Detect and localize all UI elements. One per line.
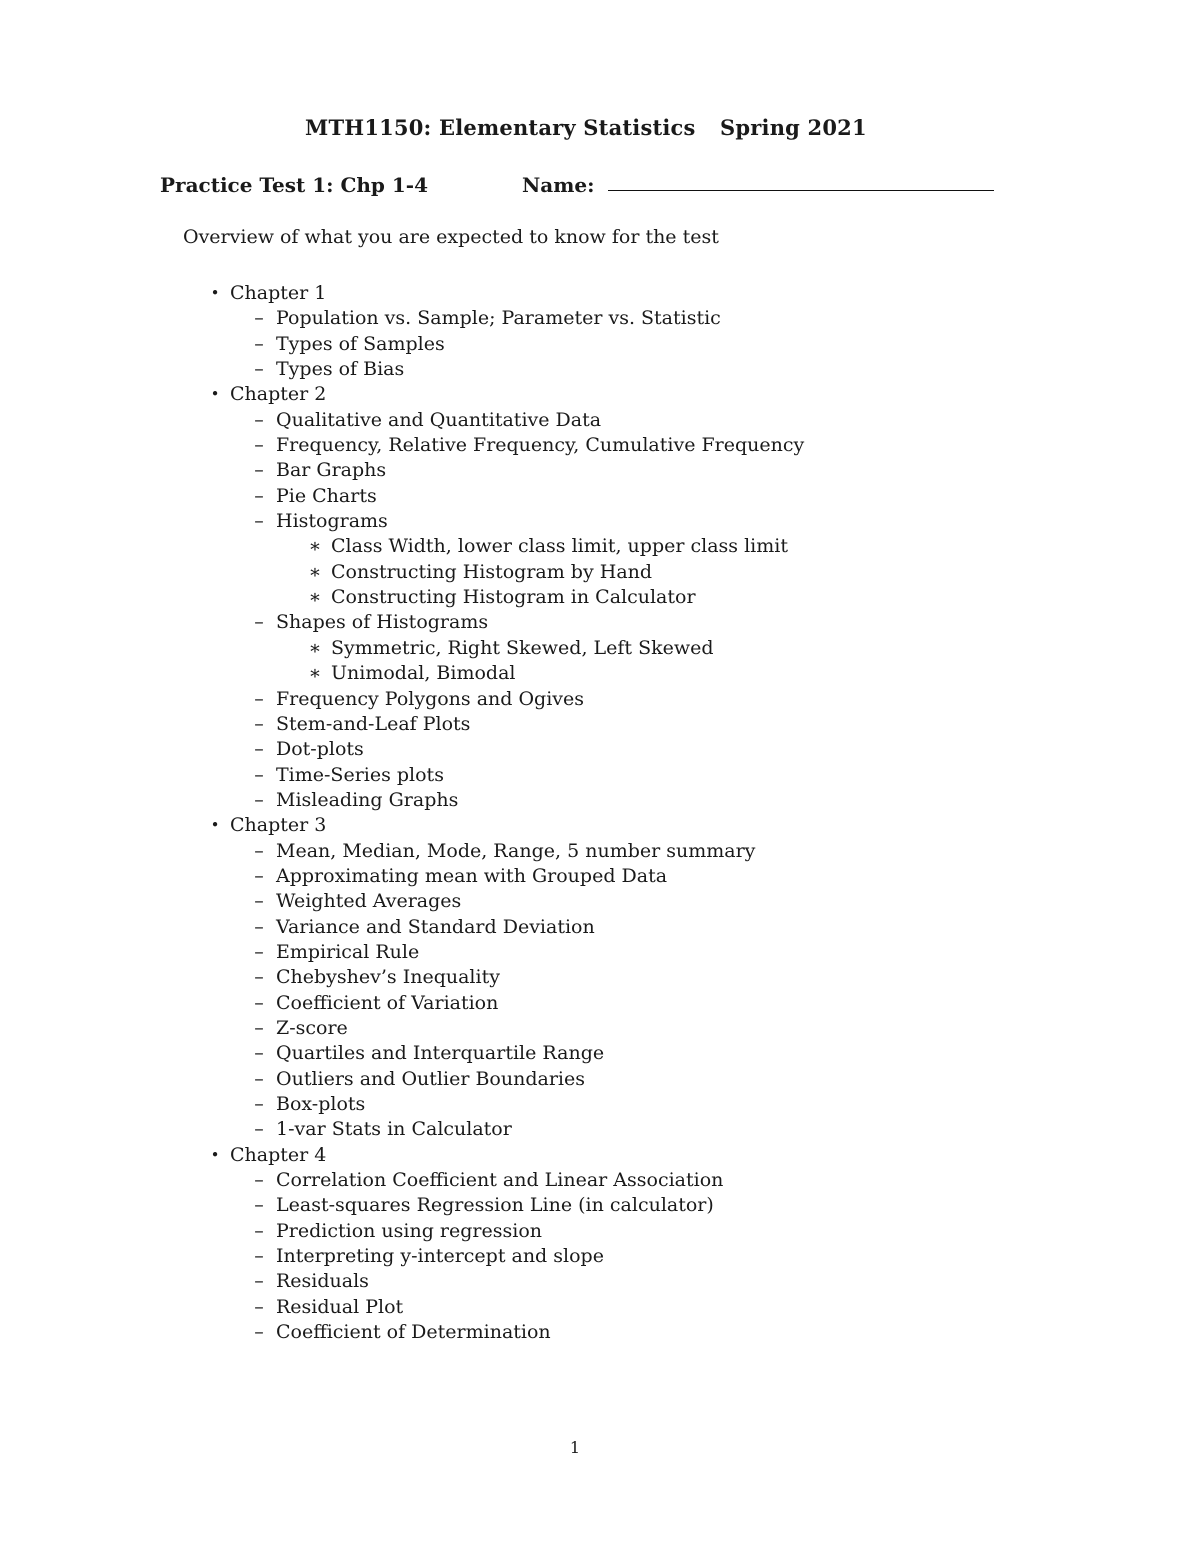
dash-icon: – (254, 1093, 264, 1115)
topic-item (0, 458, 1200, 483)
dash-icon: – (254, 687, 264, 710)
topic-item (0, 1320, 1200, 1345)
asterisk-icon: ∗ (308, 636, 322, 659)
topic-item (0, 610, 1200, 635)
topic-item-text: Chebyshev’s Inequality (276, 966, 500, 989)
name-blank-line (608, 190, 994, 191)
dash-icon: – (254, 1016, 264, 1039)
dash-icon: – (254, 484, 264, 507)
topic-item-text: Approximating mean with Grouped Data (276, 864, 668, 887)
topic-item (0, 687, 1200, 712)
chapter-heading-text: Chapter 1 (230, 282, 327, 304)
topic-item-text: Residual Plot (276, 1295, 404, 1318)
topic-item-text: Correlation Coefficient and Linear Association (276, 1169, 724, 1192)
chapter-heading (0, 382, 1200, 407)
topic-item-text: Variance and Standard Deviation (276, 915, 595, 938)
topic-item (0, 1295, 1200, 1320)
topic-item-text: Frequency Polygons and Ogives (276, 687, 585, 710)
dash-icon: – (254, 1169, 264, 1192)
topic-item (0, 484, 1200, 509)
topic-item (0, 915, 1200, 940)
dash-icon: – (254, 1270, 264, 1293)
dash-icon: – (254, 459, 264, 482)
topic-item-text: Types of Bias (276, 358, 405, 381)
bullet-icon: • (210, 284, 220, 302)
dash-icon: – (254, 991, 264, 1014)
dash-icon: – (254, 307, 264, 330)
topic-item-text: 1-var Stats in Calculator (276, 1118, 512, 1141)
dash-icon: – (254, 1219, 264, 1242)
topic-item-text: Prediction using regression (276, 1219, 542, 1242)
topic-item (0, 712, 1200, 737)
topic-item-text: Histograms (276, 510, 388, 533)
topic-item (0, 737, 1200, 762)
asterisk-icon: ∗ (308, 586, 322, 609)
dash-icon: – (254, 788, 264, 811)
topic-item (0, 1016, 1200, 1041)
topic-item-text: Population vs. Sample; Parameter vs. Statistic (276, 307, 721, 330)
dash-icon: – (254, 890, 264, 913)
subtopic-item (0, 661, 1200, 686)
test-title: Practice Test 1: Chp 1-4 (160, 173, 428, 197)
topic-item-text: Coefficient of Determination (276, 1321, 551, 1344)
asterisk-icon: ∗ (308, 662, 322, 685)
topic-item (0, 509, 1200, 534)
dash-icon: – (254, 408, 264, 431)
overview-text: Overview of what you are expected to know for the test (183, 226, 719, 248)
subtopic-item-text: Constructing Histogram by Hand (331, 560, 653, 583)
subtopic-item (0, 560, 1200, 585)
dash-icon: – (254, 1042, 264, 1065)
chapter-heading-text: Chapter 4 (230, 1143, 327, 1166)
subtopic-item (0, 585, 1200, 610)
subtopic-item-text: Unimodal, Bimodal (331, 662, 516, 685)
topic-item (0, 433, 1200, 458)
chapter-heading (0, 1143, 1200, 1168)
topic-item-text: Quartiles and Interquartile Range (276, 1042, 605, 1065)
subtopic-item-text: Symmetric, Right Skewed, Left Skewed (331, 636, 714, 659)
topic-item (0, 408, 1200, 433)
subtopic-item-text: Constructing Histogram in Calculator (331, 586, 696, 609)
topic-outline (0, 281, 1200, 1345)
dash-icon: – (254, 1067, 264, 1090)
topic-item-text: Box-plots (276, 1093, 366, 1115)
dash-icon: – (254, 611, 264, 634)
topic-item (0, 763, 1200, 788)
topic-item-text: Stem-and-Leaf Plots (276, 712, 471, 735)
chapter-heading-text: Chapter 2 (230, 383, 327, 406)
topic-item-text: Frequency, Relative Frequency, Cumulative Frequency (276, 434, 805, 457)
topic-item (0, 864, 1200, 889)
dash-icon: – (254, 940, 264, 963)
dash-icon: – (254, 510, 264, 533)
topic-item (0, 332, 1200, 357)
course-title-line (305, 115, 867, 140)
topic-item (0, 839, 1200, 864)
topic-item (0, 965, 1200, 990)
dash-icon: – (254, 1245, 264, 1268)
topic-item (0, 1193, 1200, 1218)
topic-item-text: Shapes of Histograms (276, 611, 489, 634)
dash-icon: – (254, 1295, 264, 1318)
topic-item (0, 1092, 1200, 1117)
topic-item-text: Time-Series plots (276, 763, 444, 786)
chapter-heading (0, 281, 1200, 306)
dash-icon: – (254, 1118, 264, 1141)
bullet-icon: • (210, 385, 220, 404)
name-label: Name: (522, 173, 595, 197)
topic-item (0, 1244, 1200, 1269)
topic-item-text: Dot-plots (276, 738, 364, 761)
dash-icon: – (254, 434, 264, 457)
topic-item (0, 1219, 1200, 1244)
topic-item-text: Qualitative and Quantitative Data (276, 408, 602, 431)
dash-icon: – (254, 1194, 264, 1217)
dash-icon: – (254, 712, 264, 735)
dash-icon: – (254, 763, 264, 786)
topic-item-text: Pie Charts (276, 484, 377, 507)
topic-item (0, 1168, 1200, 1193)
topic-item-text: Mean, Median, Mode, Range, 5 number summary (276, 839, 756, 862)
topic-item-text: Empirical Rule (276, 940, 420, 963)
subtopic-item (0, 534, 1200, 559)
topic-item-text: Weighted Averages (276, 890, 462, 913)
chapter-heading-text: Chapter 3 (230, 814, 327, 837)
bullet-icon: • (210, 816, 220, 835)
dash-icon: – (254, 738, 264, 761)
dash-icon: – (254, 915, 264, 938)
subtopic-item (0, 636, 1200, 661)
semester: Spring 2021 (720, 115, 867, 140)
topic-item-text: Residuals (276, 1270, 369, 1293)
topic-item (0, 1269, 1200, 1294)
subtopic-item-text: Class Width, lower class limit, upper class limit (331, 535, 788, 558)
topic-item (0, 991, 1200, 1016)
topic-item-text: Z-score (276, 1016, 348, 1039)
topic-item-text: Types of Samples (276, 332, 445, 355)
topic-item-text: Coefficient of Variation (276, 991, 499, 1014)
asterisk-icon: ∗ (308, 560, 322, 583)
page-number: 1 (569, 1438, 581, 1457)
topic-item (0, 1067, 1200, 1092)
bullet-icon: • (210, 1145, 220, 1164)
dash-icon: – (254, 332, 264, 355)
topic-item-text: Misleading Graphs (276, 788, 459, 811)
dash-icon: – (254, 358, 264, 381)
topic-item-text: Least-squares Regression Line (in calculator) (276, 1194, 714, 1217)
topic-item (0, 357, 1200, 382)
dash-icon: – (254, 1321, 264, 1344)
dash-icon: – (254, 864, 264, 887)
topic-item (0, 788, 1200, 813)
chapter-heading (0, 813, 1200, 838)
topic-item (0, 1041, 1200, 1066)
topic-item-text: Bar Graphs (276, 459, 387, 482)
topic-item (0, 1117, 1200, 1142)
topic-item (0, 940, 1200, 965)
topic-item (0, 306, 1200, 331)
topic-item-text: Outliers and Outlier Boundaries (276, 1067, 585, 1090)
topic-item-text: Interpreting y-intercept and slope (276, 1245, 604, 1268)
dash-icon: – (254, 839, 264, 862)
topic-item (0, 889, 1200, 914)
course-title: MTH1150: Elementary Statistics (305, 115, 696, 140)
asterisk-icon: ∗ (308, 535, 322, 558)
dash-icon: – (254, 966, 264, 989)
